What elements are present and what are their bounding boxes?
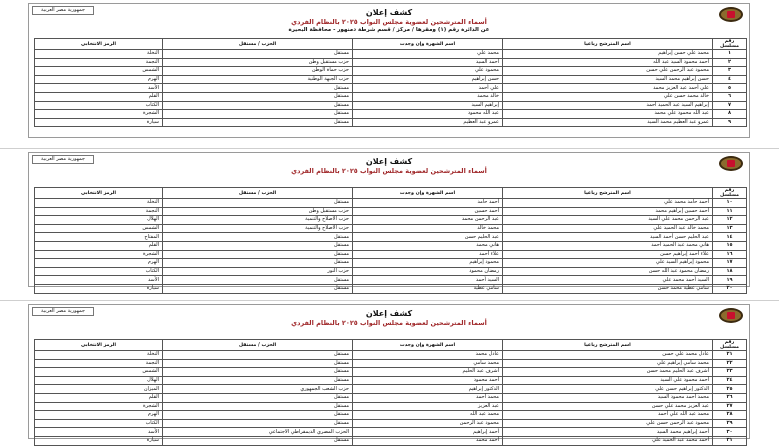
table-cell: عبد العزيز bbox=[353, 402, 503, 411]
table-cell: محمد عبد الله bbox=[353, 411, 503, 420]
table-cell: محمود علي bbox=[353, 67, 503, 76]
column-header: الرمز الانتخابي bbox=[35, 188, 163, 199]
table-row bbox=[35, 276, 747, 285]
table-cell: الشجرة bbox=[35, 110, 163, 119]
table-cell: الميزان bbox=[35, 385, 163, 394]
table-cell: خالد محمد حسن علي bbox=[503, 92, 713, 101]
table-cell: الهرم bbox=[35, 411, 163, 420]
table-cell: مستقل bbox=[163, 50, 353, 59]
table-cell: سيارة bbox=[35, 118, 163, 127]
table-row bbox=[35, 84, 747, 93]
page-title: كشف إعلان bbox=[365, 8, 413, 17]
table-cell: رمضان محمود عبد الله حسن bbox=[503, 267, 713, 276]
candidates-table bbox=[34, 38, 747, 127]
page-header bbox=[29, 305, 749, 339]
table-cell: علاء أحمد bbox=[353, 250, 503, 259]
stamp-label: جمهورية مصر العربية bbox=[32, 155, 94, 164]
table-cell: هاني محمد bbox=[353, 241, 503, 250]
table-cell: عمرو عبد العظيم bbox=[353, 118, 503, 127]
table-cell: أحمد حسين إبراهيم محمد bbox=[503, 207, 713, 216]
table-row bbox=[35, 284, 747, 293]
table-cell: أحمد إبراهيم محمد السيد bbox=[503, 428, 713, 437]
announcement-page-3 bbox=[28, 304, 750, 444]
table-cell: ٢٨ bbox=[713, 411, 747, 420]
table-cell: ٢ bbox=[713, 58, 747, 67]
table-cell: القلم bbox=[35, 393, 163, 402]
table-cell: عبد الله محمود علي محمد bbox=[503, 110, 713, 119]
table-cell: علي أحمد عبد العزيز محمد bbox=[503, 84, 713, 93]
table-row bbox=[35, 118, 747, 127]
candidates-table bbox=[34, 339, 747, 446]
table-row bbox=[35, 58, 747, 67]
table-cell: الهلال bbox=[35, 376, 163, 385]
table-cell: الهرم bbox=[35, 75, 163, 84]
table-cell: ١٩ bbox=[713, 276, 747, 285]
table-cell: ١٤ bbox=[713, 233, 747, 242]
table-cell: محمد علي حسن إبراهيم bbox=[503, 50, 713, 59]
table-cell: ٩ bbox=[713, 118, 747, 127]
table-cell: ٣١ bbox=[713, 436, 747, 445]
table-cell: ١٠ bbox=[713, 199, 747, 208]
table-cell: الشمس bbox=[35, 67, 163, 76]
table-cell: مستقل bbox=[163, 393, 353, 402]
table-cell: حسن إبراهيم محمد السيد bbox=[503, 75, 713, 84]
table-cell: ٣٠ bbox=[713, 428, 747, 437]
column-header: اسم المترشح رباعيا bbox=[503, 39, 713, 50]
table-cell: ٣ bbox=[713, 67, 747, 76]
table-cell: أحمد إبراهيم bbox=[353, 428, 503, 437]
table-cell: الهلال bbox=[35, 216, 163, 225]
column-header: اسم الشهرة وإن وجدت bbox=[353, 188, 503, 199]
table-cell: حزب مستقبل وطن bbox=[163, 58, 353, 67]
table-cell: ٤ bbox=[713, 75, 747, 84]
table-cell: مستقل bbox=[163, 110, 353, 119]
page-subtitle: أسماء المترشحين لعضوية مجلس النواب ٢٠٢٥ بالنظام الفردي bbox=[291, 319, 487, 327]
table-cell: محمد عبد الله علي أحمد bbox=[503, 411, 713, 420]
table-row bbox=[35, 393, 747, 402]
table-row bbox=[35, 207, 747, 216]
table-cell: سامي عطية bbox=[353, 284, 503, 293]
table-cell: القلم bbox=[35, 241, 163, 250]
table-cell: الشجرة bbox=[35, 402, 163, 411]
table-cell: مستقل bbox=[163, 276, 353, 285]
table-cell: هاني محمد عبد الحميد أحمد bbox=[503, 241, 713, 250]
page-subtitle: أسماء المترشحين لعضوية مجلس النواب ٢٠٢٥ بالنظام الفردي bbox=[291, 167, 487, 175]
table-cell: الشمس bbox=[35, 224, 163, 233]
column-header: رقم مسلسل bbox=[713, 188, 747, 199]
table-cell: عبد الرحمن محمد علي السيد bbox=[503, 216, 713, 225]
table-cell: ٢٠ bbox=[713, 284, 747, 293]
table-cell: السيد أحمد bbox=[353, 276, 503, 285]
table-cell: ٨ bbox=[713, 110, 747, 119]
table-row bbox=[35, 199, 747, 208]
table-cell: رمضان محمود bbox=[353, 267, 503, 276]
table-cell: ١٨ bbox=[713, 267, 747, 276]
table-cell: الكتاب bbox=[35, 267, 163, 276]
table-row bbox=[35, 351, 747, 360]
table-cell: مستقل bbox=[163, 241, 353, 250]
table-cell: أحمد حامد bbox=[353, 199, 503, 208]
table-cell: مستقل bbox=[163, 436, 353, 445]
table-cell: علي أحمد bbox=[353, 84, 503, 93]
table-cell: ٢٤ bbox=[713, 376, 747, 385]
table-cell: ٢٥ bbox=[713, 385, 747, 394]
column-header: الحزب / مستقل bbox=[163, 188, 353, 199]
column-header: اسم المترشح رباعيا bbox=[503, 340, 713, 351]
table-cell: ١٧ bbox=[713, 259, 747, 268]
table-cell: ٢٦ bbox=[713, 393, 747, 402]
table-cell: أحمد محمد عبد الحميد علي bbox=[503, 436, 713, 445]
table-cell: النخلة bbox=[35, 199, 163, 208]
table-cell: عبد العزيز محمد علي حسن bbox=[503, 402, 713, 411]
table-row bbox=[35, 250, 747, 259]
column-header: الحزب / مستقل bbox=[163, 39, 353, 50]
table-cell: ١٦ bbox=[713, 250, 747, 259]
table-cell: حزب الاصلاح والتنمية bbox=[163, 224, 353, 233]
announcement-page-1 bbox=[28, 3, 750, 138]
table-row bbox=[35, 241, 747, 250]
page-title: كشف إعلان bbox=[365, 309, 413, 318]
table-cell: عادل محمد bbox=[353, 351, 503, 360]
table-cell: مستقل bbox=[163, 351, 353, 360]
table-cell: محمود عبد الرحمن حسن علي bbox=[503, 419, 713, 428]
table-cell: ١ bbox=[713, 50, 747, 59]
table-cell: ٥ bbox=[713, 84, 747, 93]
table-cell: ١١ bbox=[713, 207, 747, 216]
column-header: الرمز الانتخابي bbox=[35, 39, 163, 50]
table-row bbox=[35, 101, 747, 110]
table-cell: مستقل bbox=[163, 118, 353, 127]
table-cell: مستقل bbox=[163, 92, 353, 101]
column-header: اسم المترشح رباعيا bbox=[503, 188, 713, 199]
table-cell: النخلة bbox=[35, 351, 163, 360]
column-header: رقم مسلسل bbox=[713, 340, 747, 351]
table-cell: الهرم bbox=[35, 259, 163, 268]
table-cell: محمود إبراهيم bbox=[353, 259, 503, 268]
column-header: اسم الشهرة وإن وجدت bbox=[353, 340, 503, 351]
table-cell: ٢٩ bbox=[713, 419, 747, 428]
table-cell: عبد الحليم حسن bbox=[353, 233, 503, 242]
table-cell: الشجرة bbox=[35, 250, 163, 259]
table-cell: مستقل bbox=[163, 411, 353, 420]
table-cell: مستقل bbox=[163, 259, 353, 268]
table-cell: مستقل bbox=[163, 233, 353, 242]
table-cell: السيد أحمد محمد علي bbox=[503, 276, 713, 285]
table-cell: الدكتور إبراهيم حسن علي bbox=[503, 385, 713, 394]
page-title: كشف إعلان bbox=[365, 157, 413, 166]
table-cell: محمود إبراهيم السيد علي bbox=[503, 259, 713, 268]
table-row bbox=[35, 385, 747, 394]
table-row bbox=[35, 411, 747, 420]
table-cell: محمد سامي bbox=[353, 359, 503, 368]
table-cell: مستقل bbox=[163, 368, 353, 377]
table-header-row bbox=[35, 340, 747, 351]
table-row bbox=[35, 359, 747, 368]
table-row bbox=[35, 402, 747, 411]
table-cell: محمد سامي إبراهيم علي bbox=[503, 359, 713, 368]
stamp-label: جمهورية مصر العربية bbox=[32, 6, 94, 15]
table-row bbox=[35, 419, 747, 428]
table-cell: الكتاب bbox=[35, 419, 163, 428]
table-cell: مستقل bbox=[163, 101, 353, 110]
table-cell: حزب النور bbox=[163, 267, 353, 276]
table-cell: ٢٢ bbox=[713, 359, 747, 368]
table-cell: ١٢ bbox=[713, 216, 747, 225]
table-cell: الكتاب bbox=[35, 101, 163, 110]
table-cell: عبد الحليم حسن أحمد السيد bbox=[503, 233, 713, 242]
table-cell: حسن إبراهيم bbox=[353, 75, 503, 84]
table-cell: الأسد bbox=[35, 428, 163, 437]
table-cell: مستقل bbox=[163, 284, 353, 293]
table-cell: خالد محمد bbox=[353, 92, 503, 101]
column-header: اسم الشهرة وإن وجدت bbox=[353, 39, 503, 50]
table-cell: ١٥ bbox=[713, 241, 747, 250]
table-cell: مستقل bbox=[163, 250, 353, 259]
table-cell: القلم bbox=[35, 92, 163, 101]
table-cell: حزب مستقبل وطن bbox=[163, 207, 353, 216]
table-cell: أحمد حسين bbox=[353, 207, 503, 216]
table-cell: أحمد محمود bbox=[353, 376, 503, 385]
column-header: رقم مسلسل bbox=[713, 39, 747, 50]
table-cell: عادل محمد علي حسن bbox=[503, 351, 713, 360]
table-cell: أحمد محمود السيد عبد الله bbox=[503, 58, 713, 67]
table-cell: حزب حماة الوطن bbox=[163, 67, 353, 76]
table-cell: النجمة bbox=[35, 58, 163, 67]
table-cell: حزب الشعب الجمهوري bbox=[163, 385, 353, 394]
table-row bbox=[35, 428, 747, 437]
table-cell: مستقل bbox=[163, 376, 353, 385]
table-cell: عبد الله محمود bbox=[353, 110, 503, 119]
table-cell: ٢٧ bbox=[713, 402, 747, 411]
table-cell: محمود عبد الرحمن bbox=[353, 419, 503, 428]
stamp-label: جمهورية مصر العربية bbox=[32, 307, 94, 316]
table-cell: عمرو عبد العظيم محمد السيد bbox=[503, 118, 713, 127]
table-header-row bbox=[35, 188, 747, 199]
table-row bbox=[35, 259, 747, 268]
table-header-row bbox=[35, 39, 747, 50]
page-header bbox=[29, 153, 749, 187]
table-row bbox=[35, 368, 747, 377]
column-header: الحزب / مستقل bbox=[163, 340, 353, 351]
table-cell: إبراهيم السيد عبد الحميد أحمد bbox=[503, 101, 713, 110]
table-cell: مستقل bbox=[163, 359, 353, 368]
table-row bbox=[35, 376, 747, 385]
table-row bbox=[35, 224, 747, 233]
table-row bbox=[35, 67, 747, 76]
table-cell: سيارة bbox=[35, 436, 163, 445]
table-cell: الدكتور إبراهيم bbox=[353, 385, 503, 394]
table-cell: الشمس bbox=[35, 368, 163, 377]
page-header bbox=[29, 4, 749, 38]
table-cell: المفتاح bbox=[35, 233, 163, 242]
table-cell: مستقل bbox=[163, 419, 353, 428]
table-cell: محمد أحمد bbox=[353, 393, 503, 402]
table-cell: أشرف عبد الحليم bbox=[353, 368, 503, 377]
table-row bbox=[35, 50, 747, 59]
announcement-page-2 bbox=[28, 152, 750, 292]
table-row bbox=[35, 216, 747, 225]
table-cell: محمد علي bbox=[353, 50, 503, 59]
table-cell: الأسد bbox=[35, 84, 163, 93]
table-cell: سيارة bbox=[35, 284, 163, 293]
table-row bbox=[35, 436, 747, 445]
table-cell: ١٣ bbox=[713, 224, 747, 233]
table-cell: مستقل bbox=[163, 402, 353, 411]
table-cell: ٢٣ bbox=[713, 368, 747, 377]
table-cell: النجمة bbox=[35, 207, 163, 216]
table-cell: محمد خالد bbox=[353, 224, 503, 233]
table-cell: النخلة bbox=[35, 50, 163, 59]
table-cell: أشرف عبد الحليم محمد حسن bbox=[503, 368, 713, 377]
candidates-table bbox=[34, 187, 747, 294]
table-cell: محمد خالد عبد الحميد علي bbox=[503, 224, 713, 233]
table-cell: محمود عبد الرحمن علي حسن bbox=[503, 67, 713, 76]
table-cell: حزب الجبهة الوطنية bbox=[163, 75, 353, 84]
table-cell: ٦ bbox=[713, 92, 747, 101]
table-cell: أحمد محمود علي السيد bbox=[503, 376, 713, 385]
table-cell: ٢١ bbox=[713, 351, 747, 360]
table-cell: أحمد محمد bbox=[353, 436, 503, 445]
table-cell: أحمد حامد محمد علي bbox=[503, 199, 713, 208]
table-cell: الأسد bbox=[35, 276, 163, 285]
table-cell: سامي عطية محمد حسن bbox=[503, 284, 713, 293]
table-cell: ٧ bbox=[713, 101, 747, 110]
table-cell: إبراهيم السيد bbox=[353, 101, 503, 110]
table-cell: أحمد السيد bbox=[353, 58, 503, 67]
table-cell: الحزب المصري الديمقراطي الاجتماعي bbox=[163, 428, 353, 437]
table-cell: عبد الرحمن محمد bbox=[353, 216, 503, 225]
table-row bbox=[35, 92, 747, 101]
table-cell: علاء أحمد إبراهيم حسن bbox=[503, 250, 713, 259]
table-cell: حزب الاصلاح والتنمية bbox=[163, 216, 353, 225]
column-header: الرمز الانتخابي bbox=[35, 340, 163, 351]
table-cell: مستقل bbox=[163, 84, 353, 93]
table-row bbox=[35, 110, 747, 119]
table-row bbox=[35, 233, 747, 242]
table-row bbox=[35, 75, 747, 84]
table-cell: محمد أحمد محمود السيد bbox=[503, 393, 713, 402]
circuit-line: عن الدائرة رقم (١) ومقرها / مركز / قسم شرطة دمنهور - محافظة البحيرة bbox=[288, 27, 490, 33]
table-cell: النجمة bbox=[35, 359, 163, 368]
table-cell: مستقل bbox=[163, 199, 353, 208]
table-row bbox=[35, 267, 747, 276]
page-subtitle: أسماء المترشحين لعضوية مجلس النواب ٢٠٢٥ بالنظام الفردي bbox=[291, 18, 487, 26]
